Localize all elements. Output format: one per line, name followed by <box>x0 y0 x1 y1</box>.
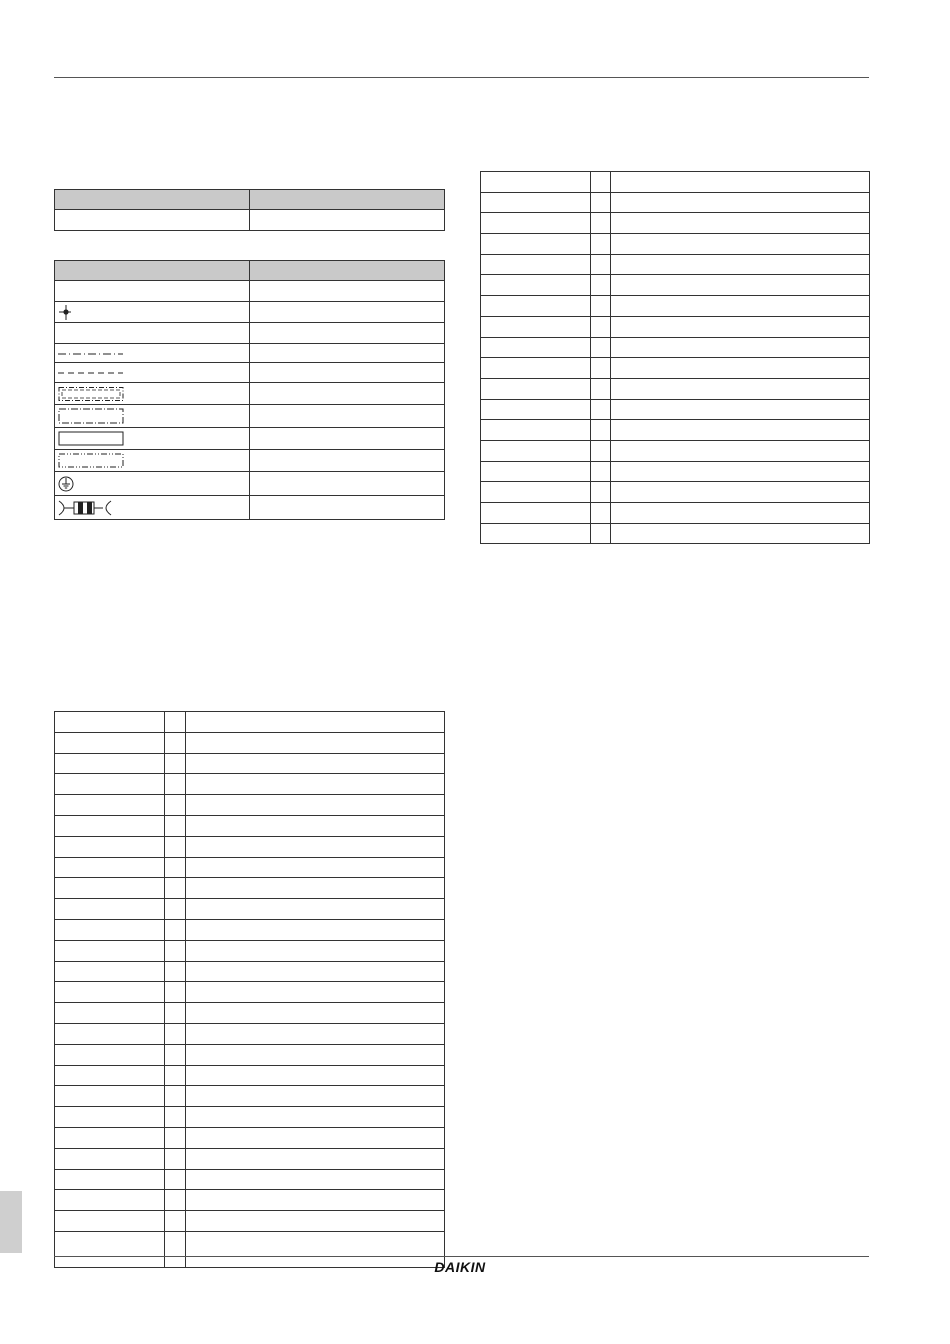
table-row <box>55 323 445 344</box>
table-cell <box>481 172 591 193</box>
table-cell <box>481 378 591 399</box>
table-cell <box>55 1231 165 1267</box>
table-row <box>55 753 445 774</box>
table-cell <box>250 281 445 302</box>
table-cell <box>55 1107 165 1128</box>
table-cell <box>250 496 445 520</box>
table-cell <box>611 440 870 461</box>
table-cell <box>481 482 591 503</box>
table-cell <box>611 358 870 379</box>
table-row <box>481 213 870 234</box>
table-cell <box>481 523 591 544</box>
table-cell <box>591 482 611 503</box>
table-cell <box>186 857 445 878</box>
footer-rule <box>54 1256 869 1257</box>
table-row <box>55 857 445 878</box>
table-row <box>481 420 870 441</box>
table-cell <box>591 399 611 420</box>
table-row <box>481 296 870 317</box>
table-cell <box>611 482 870 503</box>
symbols-table <box>54 260 445 520</box>
table-cell <box>591 275 611 296</box>
table-cell <box>186 795 445 816</box>
table-row <box>55 899 445 920</box>
table-row <box>55 1003 445 1024</box>
table-row <box>481 192 870 213</box>
table-cell <box>55 210 250 231</box>
dash-dot-line-icon <box>57 348 127 358</box>
table-cell <box>611 192 870 213</box>
header-cell <box>250 261 445 281</box>
table-cell <box>55 753 165 774</box>
table-cell <box>55 1169 165 1190</box>
table-row <box>55 961 445 982</box>
table-cell <box>55 982 165 1003</box>
table-cell <box>591 337 611 358</box>
table-row <box>55 363 445 383</box>
table-row <box>55 1044 445 1065</box>
table-cell <box>165 815 186 836</box>
table-row <box>55 712 445 733</box>
table-cell <box>481 316 591 337</box>
junction-icon <box>57 303 77 321</box>
table-cell <box>481 234 591 255</box>
table-cell <box>591 213 611 234</box>
table-row <box>55 919 445 940</box>
table-cell <box>591 378 611 399</box>
table-cell <box>186 1231 445 1267</box>
table-cell <box>55 1190 165 1211</box>
table-cell <box>591 192 611 213</box>
table-cell <box>165 1211 186 1232</box>
table-cell <box>186 1065 445 1086</box>
table-row <box>55 405 445 428</box>
table-cell <box>165 961 186 982</box>
table-row <box>55 878 445 899</box>
table-row <box>481 254 870 275</box>
table-row <box>481 172 870 193</box>
table-cell <box>250 383 445 405</box>
table-row <box>55 1065 445 1086</box>
table-cell <box>55 712 165 733</box>
table-cell <box>186 1169 445 1190</box>
table-cell <box>165 1231 186 1267</box>
table-row <box>55 732 445 753</box>
table-cell <box>55 940 165 961</box>
table-cell <box>165 732 186 753</box>
table-cell <box>55 428 250 450</box>
table-row <box>55 302 445 323</box>
table-cell <box>55 496 250 520</box>
table-cell <box>481 440 591 461</box>
table-row <box>55 795 445 816</box>
table-row <box>55 1107 445 1128</box>
table-cell <box>611 296 870 317</box>
table-cell <box>165 1190 186 1211</box>
table-cell <box>611 461 870 482</box>
table-cell <box>611 503 870 524</box>
table-cell <box>481 296 591 317</box>
table-cell <box>55 732 165 753</box>
table-row <box>55 344 445 363</box>
table-cell <box>165 1023 186 1044</box>
table-row <box>55 1190 445 1211</box>
double-dash-box-icon <box>57 386 127 402</box>
table-row <box>481 358 870 379</box>
table-cell <box>186 753 445 774</box>
table-row <box>55 836 445 857</box>
table-row <box>481 461 870 482</box>
table-cell <box>55 795 165 816</box>
table-cell <box>55 1044 165 1065</box>
table-cell <box>591 523 611 544</box>
table-cell <box>165 1086 186 1107</box>
table-cell <box>186 712 445 733</box>
table-cell <box>481 192 591 213</box>
table-cell <box>55 919 165 940</box>
table-cell <box>55 302 250 323</box>
table-cell <box>165 1107 186 1128</box>
table-row <box>55 450 445 472</box>
table-cell <box>165 774 186 795</box>
table-cell <box>165 857 186 878</box>
table-cell <box>55 1086 165 1107</box>
table-cell <box>481 254 591 275</box>
table-cell <box>186 919 445 940</box>
table-cell <box>165 1169 186 1190</box>
table-cell <box>186 982 445 1003</box>
daikin-logo <box>420 1259 500 1275</box>
table-row <box>481 275 870 296</box>
table-cell <box>591 440 611 461</box>
table-cell <box>55 281 250 302</box>
table-cell <box>186 1003 445 1024</box>
table-cell <box>481 275 591 296</box>
table-cell <box>186 961 445 982</box>
table-cell <box>55 1211 165 1232</box>
right-list-table <box>480 171 870 544</box>
table-cell <box>481 461 591 482</box>
table-cell <box>165 836 186 857</box>
header-rule <box>54 77 869 78</box>
table-cell <box>165 899 186 920</box>
table-cell <box>186 1211 445 1232</box>
table-cell <box>55 383 250 405</box>
table-cell <box>250 472 445 496</box>
table-cell <box>591 254 611 275</box>
table-row <box>55 1023 445 1044</box>
table-cell <box>55 472 250 496</box>
table-row <box>55 428 445 450</box>
table-cell <box>611 337 870 358</box>
table-row <box>55 1231 445 1267</box>
table-cell <box>165 1148 186 1169</box>
table-cell <box>165 712 186 733</box>
table-cell <box>481 213 591 234</box>
table-cell <box>55 878 165 899</box>
table-cell <box>55 899 165 920</box>
table-row <box>55 472 445 496</box>
table-cell <box>611 234 870 255</box>
table-cell <box>611 523 870 544</box>
connector-icon <box>57 499 117 517</box>
solid-box-icon <box>57 430 127 448</box>
table-cell <box>250 363 445 383</box>
table-cell <box>591 172 611 193</box>
table-cell <box>250 323 445 344</box>
table-cell <box>611 378 870 399</box>
table-cell <box>165 753 186 774</box>
table-cell <box>611 213 870 234</box>
table-cell <box>165 940 186 961</box>
table-cell <box>611 399 870 420</box>
table-cell <box>186 1107 445 1128</box>
table-cell <box>55 815 165 836</box>
table-cell <box>611 254 870 275</box>
left-list-table <box>54 711 445 1268</box>
table-cell <box>481 503 591 524</box>
table-cell <box>481 358 591 379</box>
table-row <box>481 503 870 524</box>
table-cell <box>591 234 611 255</box>
table-cell <box>165 1044 186 1065</box>
header-cell <box>250 190 445 210</box>
table-cell <box>186 940 445 961</box>
table-row <box>55 815 445 836</box>
table-row <box>55 1127 445 1148</box>
table-row <box>55 281 445 302</box>
table-cell <box>186 1190 445 1211</box>
table-row <box>55 210 445 231</box>
table-cell <box>591 316 611 337</box>
table-cell <box>55 344 250 363</box>
table-cell <box>55 1065 165 1086</box>
table-row <box>55 496 445 520</box>
table-cell <box>186 774 445 795</box>
table-row <box>55 1169 445 1190</box>
table-row <box>481 337 870 358</box>
table-cell <box>250 405 445 428</box>
table-row <box>55 1086 445 1107</box>
table-cell <box>55 774 165 795</box>
table-cell <box>591 296 611 317</box>
table-cell <box>186 1023 445 1044</box>
table-cell <box>250 302 445 323</box>
table-cell <box>250 210 445 231</box>
header-cell <box>55 190 250 210</box>
table-cell <box>55 450 250 472</box>
header-cell <box>55 261 250 281</box>
table-cell <box>55 836 165 857</box>
small-table <box>54 189 445 231</box>
table-row <box>481 440 870 461</box>
table-cell <box>250 344 445 363</box>
table-cell <box>55 323 250 344</box>
dash-dot-box-icon <box>57 407 127 425</box>
table-cell <box>55 1023 165 1044</box>
table-cell <box>186 815 445 836</box>
table-cell <box>55 363 250 383</box>
table-cell <box>591 503 611 524</box>
table-cell <box>186 1127 445 1148</box>
table-cell <box>611 316 870 337</box>
table-cell <box>55 405 250 428</box>
table-cell <box>55 1003 165 1024</box>
table-cell <box>611 275 870 296</box>
table-cell <box>481 337 591 358</box>
table-cell <box>611 420 870 441</box>
table-row <box>481 234 870 255</box>
protective-earth-icon <box>57 474 77 494</box>
table-row <box>55 1148 445 1169</box>
table-cell <box>591 358 611 379</box>
table-cell <box>611 172 870 193</box>
table-cell <box>481 420 591 441</box>
table-cell <box>165 1127 186 1148</box>
table-cell <box>591 461 611 482</box>
table-cell <box>165 795 186 816</box>
symbols-table-header <box>55 261 445 281</box>
table-cell <box>165 982 186 1003</box>
table-row <box>55 774 445 795</box>
table-cell <box>186 1044 445 1065</box>
table-row <box>481 399 870 420</box>
dashed-line-icon <box>57 368 127 378</box>
table-cell <box>165 1065 186 1086</box>
table-row <box>55 940 445 961</box>
table-cell <box>186 1086 445 1107</box>
table-cell <box>186 1148 445 1169</box>
table-cell <box>250 450 445 472</box>
table-row <box>55 1211 445 1232</box>
table-cell <box>165 919 186 940</box>
table-row <box>55 383 445 405</box>
table-cell <box>55 857 165 878</box>
table-cell <box>55 1127 165 1148</box>
table-cell <box>55 1148 165 1169</box>
table-cell <box>591 420 611 441</box>
table-cell <box>186 878 445 899</box>
table-row <box>481 378 870 399</box>
table-cell <box>186 836 445 857</box>
table-cell <box>186 899 445 920</box>
table-cell <box>481 399 591 420</box>
table-cell <box>165 878 186 899</box>
table-cell <box>250 428 445 450</box>
small-table-header <box>55 190 445 210</box>
table-row <box>55 982 445 1003</box>
table-cell <box>186 732 445 753</box>
table-cell <box>55 961 165 982</box>
table-cell <box>165 1003 186 1024</box>
dash-dot-dot-box-icon <box>57 452 127 470</box>
table-row <box>481 316 870 337</box>
svg-text:DAIKIN: DAIKIN <box>434 1259 486 1275</box>
table-row <box>481 482 870 503</box>
side-tab <box>0 1191 22 1253</box>
table-row <box>481 523 870 544</box>
